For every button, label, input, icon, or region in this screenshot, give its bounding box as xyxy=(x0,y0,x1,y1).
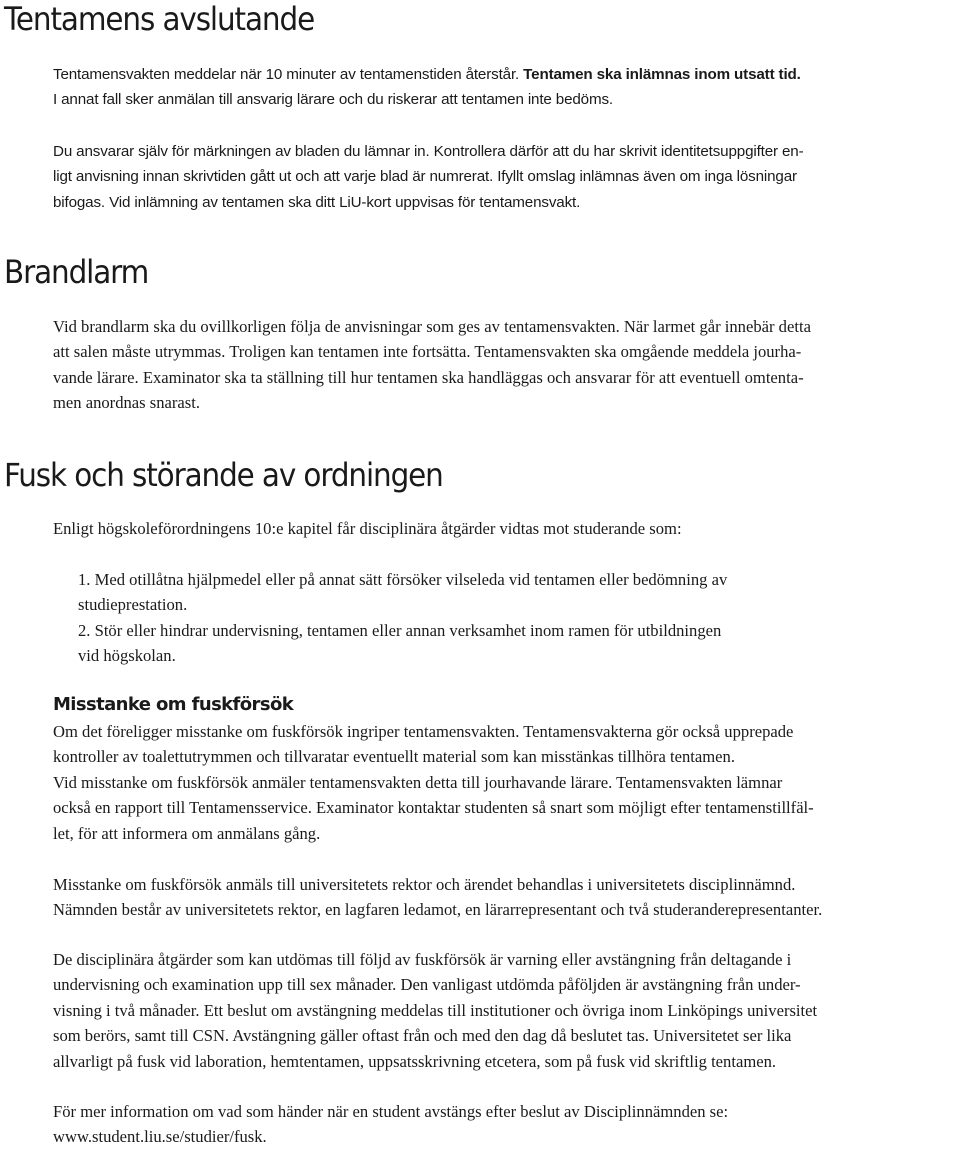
paragraph-misstanke-1 xyxy=(53,719,957,846)
text-line: Vid misstanke om fuskförsök anmäler tentamensvakten detta till jourhavande lärare. Tentamensvakten lämnar xyxy=(53,772,783,792)
paragraph-avslutande-2 xyxy=(53,139,957,215)
text-line: som berörs, samt till CSN. Avstängning gäller oftast från och med den dag då beslutet tas. Universitetet ser lika xyxy=(53,1026,792,1046)
text-line: Tentamensvakten meddelar när 10 minuter av tentamenstiden återstår. Tentamen ska inlämnas inom utsatt tid. xyxy=(53,66,801,83)
paragraph-misstanke-2 xyxy=(53,872,957,923)
text-line: let, för att informera om anmälans gång. xyxy=(53,823,321,843)
paragraph-misstanke-3 xyxy=(53,947,957,1074)
highlight-kontrollera: Kontrollera därför att du har skrivit identitetsuppgifter en- xyxy=(433,143,804,160)
subheading-misstanke: Misstanke om fuskförsök xyxy=(53,694,294,715)
list-item-2-cont: vid högskolan. xyxy=(78,646,176,666)
paragraph-brandlarm xyxy=(53,314,957,416)
text-line: kontroller av toalettutrymmen och tillvaratar eventuellt material som kan misstänkas tillhöra tentamen. xyxy=(53,747,735,767)
text-line: De disciplinära åtgärder som kan utdömas till följd av fuskförsök är varning eller avstängning från deltagande i xyxy=(53,950,792,969)
text-line: Om det föreligger misstanke om fuskförsök ingriper tentamensvakten. Tentamensvakterna gör också upprepade xyxy=(53,722,794,741)
list-item-2: 2. Stör eller hindrar undervisning, tentamen eller annan verksamhet inom ramen för utbildningen xyxy=(78,620,722,640)
text-line: vande lärare. Examinator ska ta ställning till hur tentamen ska handläggas och ansvarar för att eventuell omtenta- xyxy=(53,367,804,387)
text-line: Enligt högskoleförordningens 10:e kapitel får disciplinära åtgärder vidtas mot studerande som: xyxy=(53,519,682,538)
text-line: att salen måste utrymmas. Troligen kan tentamen inte fortsätta. Tentamensvakten ska omgående meddela jourha- xyxy=(53,342,802,362)
text-line: men anordnas snarast. xyxy=(53,393,200,413)
text-line: ligt anvisning innan skrivtiden gått ut och att varje blad är numrerat. Ifyllt omslag inlämnas även om inga lösningar xyxy=(53,168,797,186)
heading-brandlarm: Brandlarm xyxy=(4,253,149,291)
info-link-text: www.student.liu.se/studier/fusk. xyxy=(53,1127,267,1147)
text-line: Nämnden består av universitetets rektor, en lagfaren ledamot, en lärarrepresentant och två studeranderepresentanter. xyxy=(53,900,823,920)
text-line: Du ansvarar själv för märkningen av bladen du lämnar in. Kontrollera därför att du har skrivit identitetsuppgifter en- xyxy=(53,143,804,160)
text-line: undervisning och examination upp till sex månader. Den vanligast utdömda påföljden är avstängning från under- xyxy=(53,975,801,995)
list-item-1: 1. Med otillåtna hjälpmedel eller på annat sätt försöker vilseleda vid tentamen eller bedömning av xyxy=(78,570,728,589)
text-line: För mer information om vad som händer när en student avstängs efter beslut av Disciplinnämnden se: xyxy=(53,1102,729,1121)
paragraph-fusk-intro xyxy=(53,516,957,541)
heading-fusk: Fusk och störande av ordningen xyxy=(4,456,443,494)
text-line: I annat fall sker anmälan till ansvarig lärare och du riskerar att tentamen inte bedöms. xyxy=(53,91,613,109)
paragraph-avslutande-1 xyxy=(53,62,957,113)
text-line: Misstanke om fuskförsök anmäls till universitetets rektor och ärendet behandlas i universitetets disciplinnämnd. xyxy=(53,875,796,894)
list-fusk xyxy=(53,567,957,669)
heading-tentamens-avslutande: Tentamens avslutande xyxy=(4,0,315,38)
list-item-1-cont: studieprestation. xyxy=(78,595,188,615)
text-line: bifogas. Vid inlämning av tentamen ska ditt LiU-kort uppvisas för tentamensvakt. xyxy=(53,193,581,211)
text-line: också en rapport till Tentamensservice. Examinator kontaktar studenten så snart som möjligt efter tentamenstillfäl- xyxy=(53,798,814,818)
text-line: Vid brandlarm ska du ovillkorligen följa de anvisningar som ges av tentamensvakten. När larmet går innebär detta xyxy=(53,317,811,336)
text-line: allvarligt på fusk vid laboration, hemtentamen, uppsatsskrivning etcetera, som på fusk vid skriftlig tentamen. xyxy=(53,1051,777,1071)
emphasis-inlamnas: Tentamen ska inlämnas inom utsatt tid. xyxy=(523,66,801,83)
paragraph-misstanke-4 xyxy=(53,1099,957,1150)
text-line: visning i två månader. Ett beslut om avstängning meddelas till institutioner och övriga inom Linköpings universitet xyxy=(53,1000,818,1020)
